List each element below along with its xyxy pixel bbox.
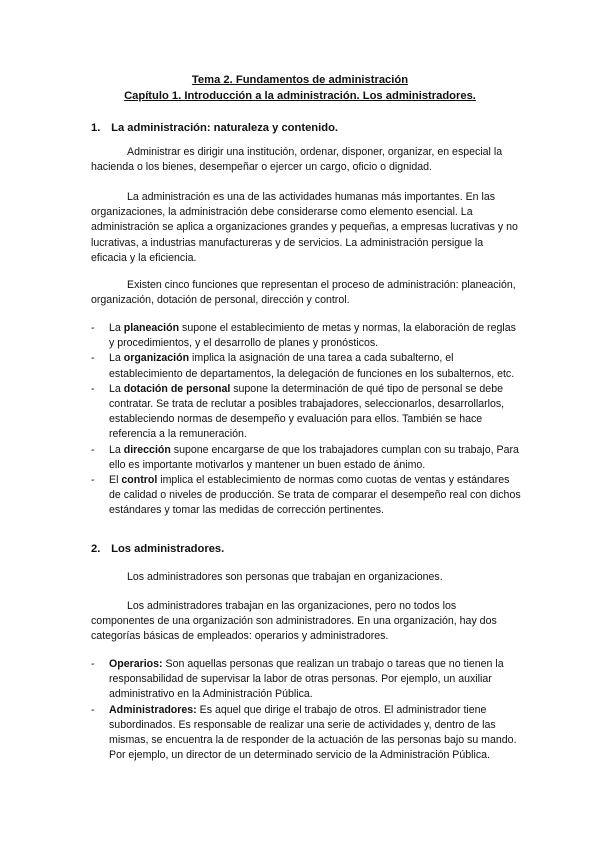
bullet-dash: - xyxy=(91,352,95,365)
list-item xyxy=(91,443,523,473)
list-item xyxy=(91,703,523,764)
chapter-title: Capítulo 1. Introducción a la administración. Los administradores. xyxy=(124,90,476,102)
bullet-dash: - xyxy=(91,322,95,334)
item-prefix: La xyxy=(109,382,124,395)
list-item xyxy=(91,657,523,703)
item-term: Administradores: xyxy=(109,703,197,716)
section-1-paragraph-1-text: Administrar es dirigir una institución, ordenar, disponer, organizar, en especial la hacienda o los bienes, desempeñar o ejercer un cargo, oficio o dignidad. xyxy=(91,146,503,174)
item-text: implica el establecimiento de normas como cuotas de ventas y estándares de calidad o niveles de producción. Se trata de comparar el desempeño real con dichos estándares y tomar las medidas de corrección pertinentes. xyxy=(109,474,521,517)
item-text: supone la determinación de qué tipo de personal se debe contratar. Se trata de reclutar a posibles trabajadores, seleccionarlos, desarrollarlos, estableciendo normas de desempeño y evaluación para ellos. También se hace referencia a la remuneración. xyxy=(109,382,505,441)
item-text: Es aquel que dirige el trabajo de otros. El administrador tiene subordinados. Es responsable de realizar una serie de actividades y, dentro de las mismas, se encuentra la de responder de la actuación de las personas bajo su mando. Por ejemplo, un director de un determinado servicio de la Administración Pública. xyxy=(109,703,517,762)
section-2-heading xyxy=(91,542,224,556)
section-2-heading-text: Los administradores. xyxy=(111,543,225,555)
bullet-dash: - xyxy=(91,703,95,716)
bullet-dash: - xyxy=(91,658,95,670)
section-2-number: 2. xyxy=(91,543,101,555)
item-text: supone el establecimiento de metas y normas, la elaboración de reglas y procedimientos, y el desarrollo de planes y pronósticos. xyxy=(109,322,516,350)
section-1-paragraph-3 xyxy=(91,278,521,308)
section-2-paragraph-1-text: Los administradores son personas que trabajan en organizaciones. xyxy=(127,571,443,583)
bullet-dash: - xyxy=(91,382,95,395)
section-1-paragraph-2 xyxy=(91,190,521,266)
item-text: implica la asignación de una tarea a cada subalterno, el establecimiento de departamentos, la delegación de funciones en los subalternos, etc. xyxy=(109,352,515,380)
section-1-paragraph-2-text: La administración es una de las actividades humanas más importantes. En las organizaciones, la administración debe considerarse como elemento esencial. La administración se aplica a organizaciones grandes y pequeñas, a empresas lucrativas y no lucrativas, a industrias manufactureras y de servicios. La administración persigue la eficacia y la eficiencia. xyxy=(91,191,518,264)
item-term: organización xyxy=(123,352,190,365)
item-term: Operarios: xyxy=(109,658,163,670)
item-term: dotación de personal xyxy=(123,382,231,395)
section-1-heading xyxy=(91,121,338,135)
list-item xyxy=(91,473,523,519)
item-text: Son aquellas personas que realizan un trabajo o tareas que no tienen la responsabilidad de supervisar la labor de otras personas. Por ejemplo, un auxiliar administrativo en la Administración Pública. xyxy=(109,658,504,701)
item-prefix: La xyxy=(109,322,124,334)
item-prefix: La xyxy=(109,352,124,365)
section-2-paragraph-1 xyxy=(91,570,521,585)
section-1-heading-text: La administración: naturaleza y contenido. xyxy=(111,122,339,134)
item-text: supone encargarse de que los trabajadores cumplan con su trabajo, Para ello es importante motivarlos y mantener un buen estado de ánimo. xyxy=(109,443,519,471)
item-prefix: El xyxy=(109,474,122,487)
section-2-paragraph-2 xyxy=(91,599,521,645)
section-1-paragraph-1 xyxy=(91,145,521,175)
topic-title: Tema 2. Fundamentos de administración xyxy=(191,74,409,86)
bullet-dash: - xyxy=(91,474,95,487)
list-item xyxy=(91,382,523,443)
section-1-number: 1. xyxy=(91,122,101,134)
item-term: control xyxy=(121,474,158,487)
item-prefix: La xyxy=(109,443,124,456)
list-item xyxy=(91,321,523,351)
functions-list xyxy=(91,321,523,519)
list-item xyxy=(91,351,523,381)
section-1-paragraph-3-text: Existen cinco funciones que representan el proceso de administración: planeación, organización, dotación de personal, dirección y control. xyxy=(91,279,516,307)
item-term: dirección xyxy=(123,443,171,456)
item-term: planeación xyxy=(123,322,180,334)
employees-list xyxy=(91,657,523,763)
section-2-paragraph-2-text: Los administradores trabajan en las organizaciones, pero no todos los componentes de una organización son administradores. En una organización, hay dos categorías básicas de empleados: operarios y administradores. xyxy=(91,600,497,643)
bullet-dash: - xyxy=(91,443,95,456)
